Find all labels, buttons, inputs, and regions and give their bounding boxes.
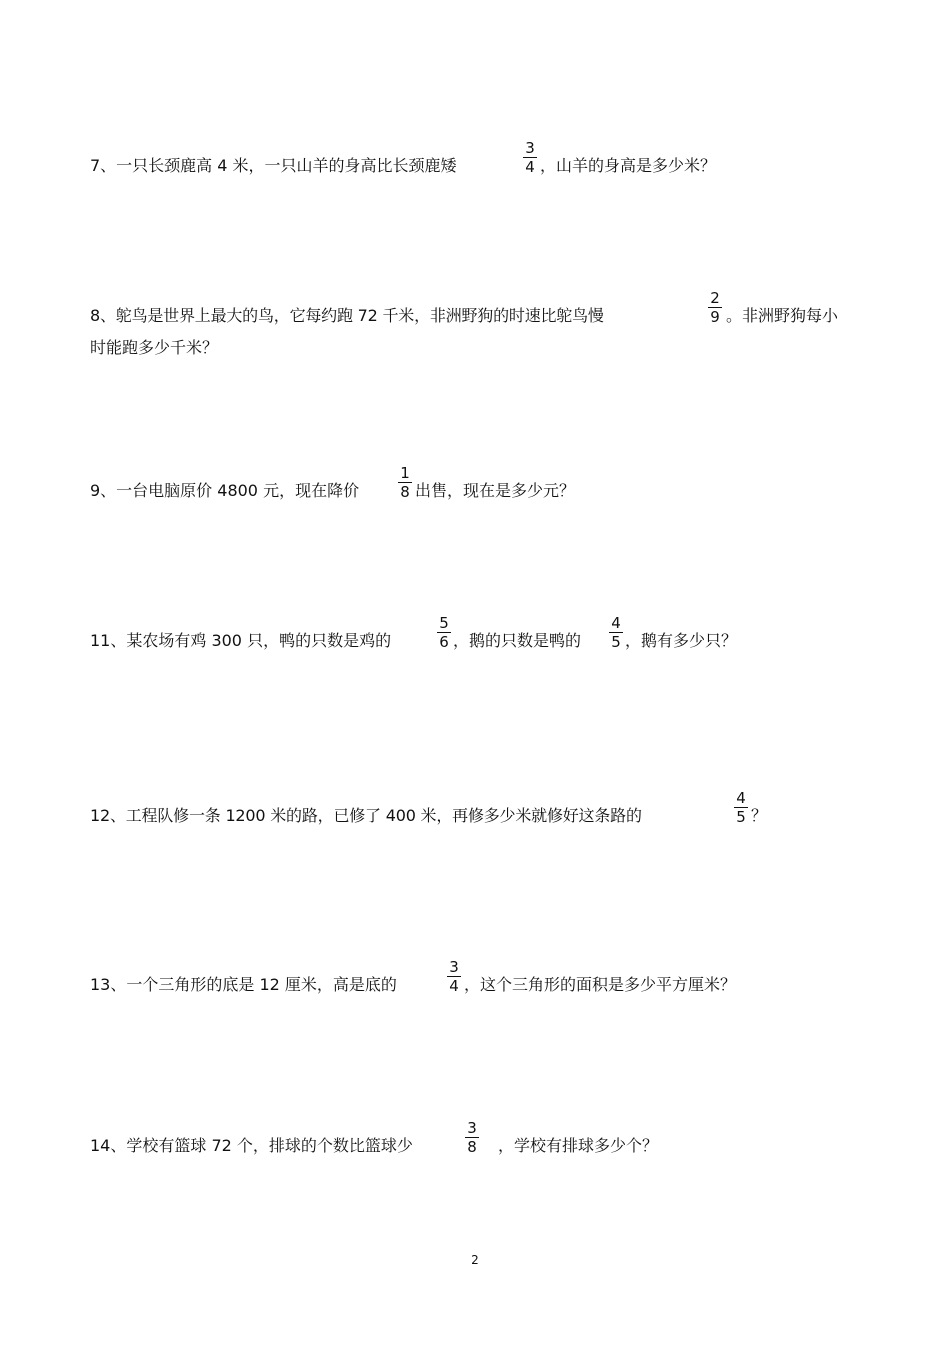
problem-14-text-before: 14、学校有篮球 72 个，排球的个数比篮球少 bbox=[90, 1136, 413, 1155]
problem-8-fraction bbox=[708, 289, 722, 326]
problem-8-continuation: 时能跑多少千米？ bbox=[90, 338, 219, 357]
problem-8-line-1 bbox=[90, 289, 839, 326]
problem-11 bbox=[90, 614, 738, 651]
problem-13-text-before: 13、一个三角形的底是 12 厘米，高是底的 bbox=[90, 975, 397, 994]
fraction-numerator: 3 bbox=[525, 139, 535, 157]
problem-14-text-after: ，学校有排球多少个？ bbox=[498, 1136, 659, 1155]
problem-7-text-before: 7、一只长颈鹿高 4 米，一只山羊的身高比长颈鹿矮 bbox=[90, 156, 457, 175]
fraction-numerator: 4 bbox=[736, 789, 746, 807]
problem-9-line bbox=[90, 464, 576, 501]
problem-11-line bbox=[90, 614, 738, 651]
fraction-denominator: 8 bbox=[467, 1138, 477, 1156]
problem-9-text-after: 出售，现在是多少元？ bbox=[415, 481, 576, 500]
problem-7-text-after: ，山羊的身高是多少米？ bbox=[540, 156, 717, 175]
problem-7 bbox=[90, 139, 717, 176]
fraction-denominator: 8 bbox=[400, 483, 410, 501]
problem-14 bbox=[90, 1119, 659, 1156]
page-number: 2 bbox=[471, 1253, 479, 1267]
fraction-numerator: 3 bbox=[467, 1119, 477, 1137]
fraction-numerator: 4 bbox=[611, 614, 621, 632]
problem-7-fraction bbox=[523, 139, 537, 176]
problem-12-text-before: 12、工程队修一条 1200 米的路，已修了 400 米，再修多少米就修好这条路的 bbox=[90, 806, 642, 825]
problem-9 bbox=[90, 464, 576, 501]
problem-13 bbox=[90, 958, 737, 995]
problem-13-text-after: ，这个三角形的面积是多少平方厘米？ bbox=[464, 975, 737, 994]
fraction-numerator: 3 bbox=[449, 958, 459, 976]
problem-8-text-after: 。非洲野狗每小 bbox=[726, 306, 839, 325]
problem-13-fraction bbox=[447, 958, 461, 995]
problem-14-line bbox=[90, 1119, 659, 1156]
problem-13-line bbox=[90, 958, 737, 995]
problem-8-text-before: 8、鸵鸟是世界上最大的鸟，它每约跑 72 千米，非洲野狗的时速比鸵鸟慢 bbox=[90, 306, 604, 325]
problem-8 bbox=[90, 289, 839, 358]
problem-11-text-after: ，鹅有多少只？ bbox=[625, 631, 738, 650]
problem-12 bbox=[90, 789, 768, 826]
problem-11-fraction-1 bbox=[437, 614, 451, 651]
fraction-denominator: 6 bbox=[439, 633, 449, 651]
problem-12-fraction bbox=[734, 789, 748, 826]
problem-8-line-2 bbox=[90, 338, 604, 358]
problem-12-line bbox=[90, 789, 768, 826]
fraction-denominator: 5 bbox=[736, 808, 746, 826]
problem-14-fraction bbox=[465, 1119, 479, 1156]
problem-9-text-before: 9、一台电脑原价 4800 元，现在降价 bbox=[90, 481, 360, 500]
fraction-numerator: 1 bbox=[400, 464, 410, 482]
fraction-denominator: 4 bbox=[449, 977, 459, 995]
fraction-numerator: 2 bbox=[710, 289, 720, 307]
fraction-denominator: 4 bbox=[525, 158, 535, 176]
problem-7-line bbox=[90, 139, 717, 176]
problem-11-text-middle: ，鹅的只数是鸭的 bbox=[453, 631, 582, 650]
problem-11-fraction-2 bbox=[609, 614, 623, 651]
problem-11-text-before: 11、某农场有鸡 300 只，鸭的只数是鸡的 bbox=[90, 631, 392, 650]
fraction-numerator: 5 bbox=[439, 614, 449, 632]
problem-9-fraction bbox=[398, 464, 412, 501]
fraction-denominator: 5 bbox=[611, 633, 621, 651]
fraction-denominator: 9 bbox=[710, 308, 720, 326]
problem-12-text-after: ？ bbox=[751, 806, 768, 825]
